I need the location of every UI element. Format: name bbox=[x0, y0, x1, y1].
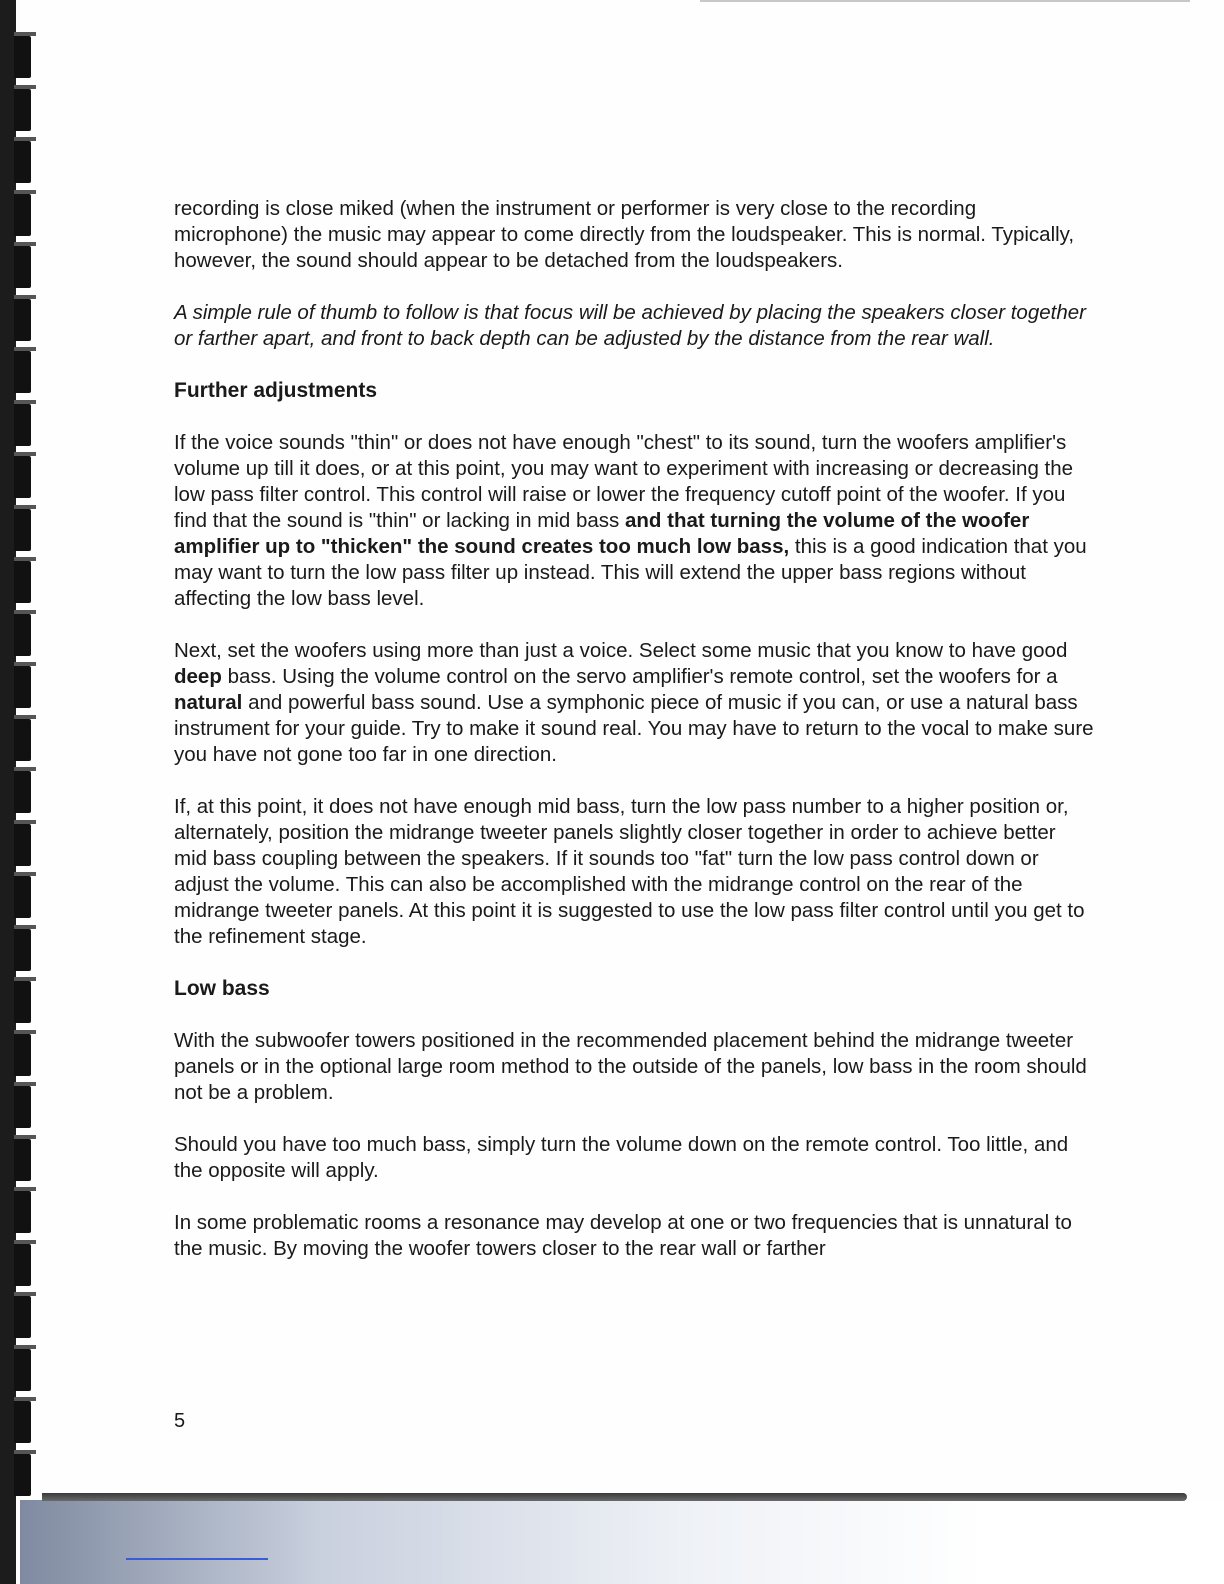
binding-ring bbox=[14, 351, 31, 393]
binding-ring-hook bbox=[14, 977, 36, 981]
binding-ring bbox=[14, 1454, 31, 1496]
binding-ring-hook bbox=[14, 242, 36, 246]
binding-ring bbox=[14, 719, 31, 761]
binding-ring bbox=[14, 981, 31, 1023]
paragraph-set-woofers-part-e: and powerful bass sound. Use a symphonic piece of music if you can, or use a natural bass instrument for your guide. Try to make it sound real. You may have to return to the vocal to make sure you have not gone too far in one direction. bbox=[174, 691, 1094, 766]
binding-ring-hook bbox=[14, 1397, 36, 1401]
binding-ring bbox=[14, 876, 31, 918]
binding-ring bbox=[14, 771, 31, 813]
binding-ring bbox=[14, 141, 31, 183]
binding-ring-hook bbox=[14, 715, 36, 719]
binding-ring-hook bbox=[14, 32, 36, 36]
heading-further-adjustments: Further adjustments bbox=[174, 379, 378, 402]
page-number: 5 bbox=[174, 1410, 186, 1432]
paragraph-thin-voice-part-c: this is a good indication that you may want to turn the low pass filter up instead. This will extend the upper bass regions without affecting the low bass level. bbox=[174, 535, 1087, 610]
scan-bottom-shadow bbox=[20, 1500, 1224, 1584]
binding-ring bbox=[14, 561, 31, 603]
paragraph-rule-of-thumb: A simple rule of thumb to follow is that focus will be achieved by placing the speakers closer together or farther apart, and front to back depth can be adjusted by the distance from the rear wall. bbox=[174, 301, 1086, 350]
binding-ring-hook bbox=[14, 557, 36, 561]
paragraph-too-much-bass: Should you have too much bass, simply turn the volume down on the remote control. Too little, and the opposite will apply. bbox=[174, 1133, 1069, 1182]
spiral-binding bbox=[0, 0, 42, 1584]
binding-ring bbox=[14, 824, 31, 866]
binding-ring bbox=[14, 1244, 31, 1286]
binding-ring-hook bbox=[14, 1030, 36, 1034]
binding-ring bbox=[14, 1296, 31, 1338]
binding-ring-hook bbox=[14, 662, 36, 666]
binding-ring bbox=[14, 1034, 31, 1076]
binding-ring bbox=[14, 36, 31, 78]
binding-ring bbox=[14, 456, 31, 498]
binding-ring bbox=[14, 89, 31, 131]
binding-ring-hook bbox=[14, 1450, 36, 1454]
binding-ring-hook bbox=[14, 347, 36, 351]
binding-ring bbox=[14, 666, 31, 708]
paragraph-set-woofers-part-c: bass. Using the volume control on the servo amplifier's remote control, set the woofers for a bbox=[227, 665, 1058, 688]
binding-ring-hook bbox=[14, 925, 36, 929]
binding-ring bbox=[14, 299, 31, 341]
binding-ring-hook bbox=[14, 1082, 36, 1086]
binding-ring-hook bbox=[14, 1187, 36, 1191]
heading-low-bass: Low bass bbox=[174, 977, 270, 1000]
paragraph-set-woofers bbox=[174, 638, 1094, 768]
paragraph-thin-voice-part-a: If the voice sounds "thin" or does not have enough "chest" to its sound, turn the woofers amplifier's volume up till it does, or at this point, you may want to experiment with increasing or decreasing the low pass filter control. This control will raise or lower the frequency cutoff point of the woofer. If you find that the sound is "thin" or lacking in mid bass bbox=[174, 431, 1074, 532]
top-edge-line bbox=[700, 0, 1190, 2]
page-body bbox=[174, 196, 1094, 1288]
binding-ring-hook bbox=[14, 137, 36, 141]
paragraph-set-woofers-natural: natural bbox=[174, 691, 243, 714]
binding-ring bbox=[14, 194, 31, 236]
paragraph-thin-voice-bold: and that turning the volume of the woofer amplifier up to "thicken" the sound creates too much low bass, bbox=[174, 509, 1030, 558]
binding-ring bbox=[14, 246, 31, 288]
binding-ring-hook bbox=[14, 400, 36, 404]
binding-ring-hook bbox=[14, 85, 36, 89]
binding-ring-hook bbox=[14, 190, 36, 194]
paragraph-thin-voice bbox=[174, 430, 1094, 612]
binding-ring-hook bbox=[14, 1135, 36, 1139]
binding-ring-hook bbox=[14, 1345, 36, 1349]
binding-ring bbox=[14, 404, 31, 446]
binding-ring-hook bbox=[14, 820, 36, 824]
paragraph-recording: recording is close miked (when the instrument or performer is very close to the recording microphone) the music may appear to come directly from the loudspeaker. This is normal. Typically, however, the sound should appear to be detached from the loudspeakers. bbox=[174, 197, 1075, 272]
binding-ring bbox=[14, 509, 31, 551]
binding-ring bbox=[14, 614, 31, 656]
binding-ring-hook bbox=[14, 505, 36, 509]
page-bottom-edge bbox=[42, 1493, 1187, 1501]
binding-ring bbox=[14, 1401, 31, 1443]
binding-ring-hook bbox=[14, 872, 36, 876]
blue-underline-mark bbox=[126, 1558, 268, 1560]
binding-ring bbox=[14, 1349, 31, 1391]
paragraph-problematic-rooms: In some problematic rooms a resonance may develop at one or two frequencies that is unnatural to the music. By moving the woofer towers closer to the rear wall or farther bbox=[174, 1211, 1072, 1260]
binding-ring bbox=[14, 929, 31, 971]
paragraph-set-woofers-part-a: Next, set the woofers using more than just a voice. Select some music that you know to have good bbox=[174, 639, 1068, 662]
binding-ring-hook bbox=[14, 1292, 36, 1296]
paragraph-mid-bass: If, at this point, it does not have enough mid bass, turn the low pass number to a higher position or, alternately, position the midrange tweeter panels slightly closer together in order to achieve better mid bass coupling between the speakers. If it sounds too "fat" turn the low pass control down or adjust the volume. This can also be accomplished with the midrange control on the rear of the midrange tweeter panels. At this point it is suggested to use the low pass filter control until you get to the refinement stage. bbox=[174, 795, 1085, 948]
binding-ring-hook bbox=[14, 1240, 36, 1244]
binding-ring bbox=[14, 1086, 31, 1128]
binding-ring-hook bbox=[14, 295, 36, 299]
binding-ring-hook bbox=[14, 610, 36, 614]
binding-ring-hook bbox=[14, 452, 36, 456]
paragraph-subwoofer-towers: With the subwoofer towers positioned in the recommended placement behind the midrange tweeter panels or in the optional large room method to the outside of the panels, low bass in the room should not be a problem. bbox=[174, 1029, 1087, 1104]
binding-ring-hook bbox=[14, 767, 36, 771]
binding-ring bbox=[14, 1139, 31, 1181]
paragraph-set-woofers-deep: deep bbox=[174, 665, 222, 688]
binding-ring bbox=[14, 1191, 31, 1233]
